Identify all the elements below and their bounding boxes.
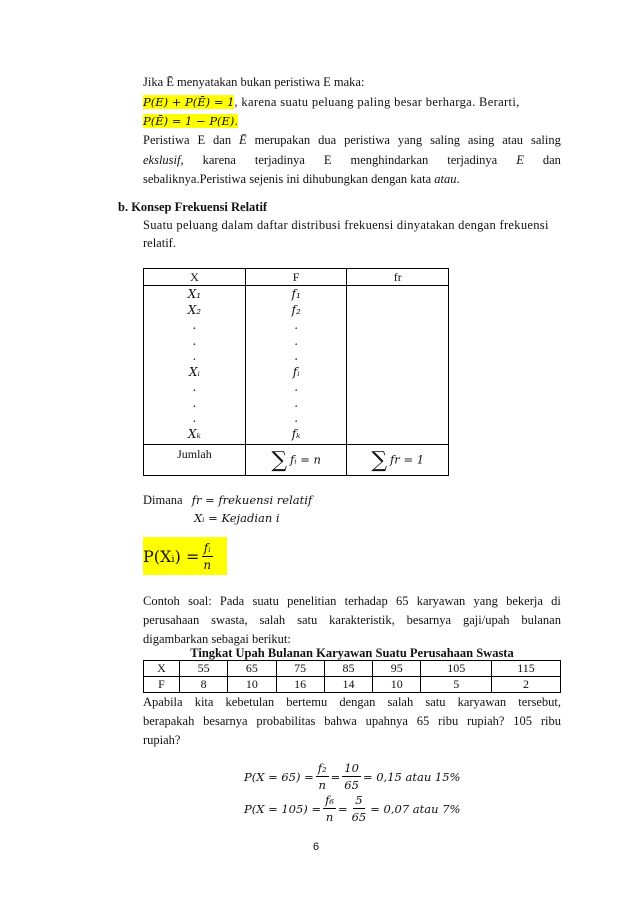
intro-line-4: [143, 131, 561, 149]
row-label: X: [144, 661, 180, 677]
word: yang: [473, 594, 498, 608]
example-line-2: [143, 611, 561, 629]
word: ribu: [438, 714, 459, 728]
table-cell: .: [192, 349, 197, 363]
table-cell: 2: [491, 677, 560, 693]
table-cell: fᵢ: [292, 364, 300, 379]
word: bekerja: [506, 594, 543, 608]
table-cell: 5: [421, 677, 492, 693]
example-line-1: [143, 592, 561, 610]
solution-fraction: [316, 760, 329, 793]
f-column: [245, 286, 347, 445]
table-cell: .: [192, 395, 197, 410]
frequency-table: [143, 268, 449, 476]
word: karyawan: [416, 594, 466, 608]
word: dengan: [339, 695, 376, 709]
table-cell: X₂: [187, 302, 202, 317]
section-para-line-1: Suatu peluang dalam daftar distribusi frekuensi dinyatakan dengan frekuensi: [143, 218, 549, 232]
main-formula-num: fᵢ: [203, 540, 211, 555]
word: 65: [416, 714, 430, 728]
word: satu: [297, 613, 318, 627]
word: terjadinya: [447, 153, 498, 167]
table-cell: f₁: [291, 287, 301, 301]
word: kebetulan: [225, 695, 275, 709]
x-column: [144, 286, 246, 445]
word: dua: [318, 133, 337, 147]
word: Contoh: [143, 594, 180, 608]
table-cell: 85: [324, 661, 372, 677]
definitions-line-1: [143, 491, 312, 509]
table-cell: Xₖ: [187, 426, 201, 441]
definition-xi: Xᵢ = Kejadian i: [194, 511, 280, 525]
question-line-1: [143, 693, 561, 711]
table-cell: 65: [228, 661, 276, 677]
word: penelitian: [287, 594, 337, 608]
question-line-2: [143, 712, 561, 730]
fraction-den: n: [325, 810, 334, 824]
word: yang: [397, 133, 423, 147]
word: berapakah: [143, 714, 195, 728]
table-cell: .: [192, 333, 197, 348]
intro-line-2: [143, 93, 561, 111]
word: karyawan: [457, 695, 507, 709]
table-cell: 8: [179, 677, 227, 693]
table-cell: X₁: [187, 287, 202, 301]
table-title: Tingkat Upah Bulanan Karyawan Suatu Perusahaan Swasta: [190, 646, 514, 660]
word: rupiah?: [467, 714, 505, 728]
solution-value-fraction: [342, 760, 361, 793]
word: dan: [542, 153, 561, 167]
header-f: F: [245, 269, 347, 286]
word: besarnya: [406, 613, 452, 627]
word: ribu: [540, 714, 561, 728]
word: peristiwa: [344, 133, 390, 147]
intro-line-3: [143, 112, 238, 130]
table-cell: f₂: [291, 302, 301, 317]
word: terjadinya: [254, 153, 305, 167]
solution-lhs: P(X = 65) =: [244, 769, 314, 784]
word: Peristiwa: [143, 133, 190, 147]
row-label: F: [144, 677, 180, 693]
definitions-prefix: Dimana: [143, 493, 183, 507]
solution-1: [244, 760, 460, 793]
page-number: 6: [313, 841, 320, 853]
word: di: [551, 594, 561, 608]
fraction-den: n: [318, 778, 326, 792]
table-cell: Xᵢ: [188, 364, 200, 379]
word: tersebut,: [518, 695, 561, 709]
solution-rhs: = 0,15 atau 15%: [362, 769, 461, 784]
table-cell: fₖ: [291, 426, 301, 441]
example-line-3: digambarkan sebagai berikut:: [143, 632, 291, 646]
table-cell: .: [294, 318, 299, 332]
table-cell: .: [192, 411, 197, 425]
table-cell: .: [294, 411, 299, 425]
intro-line-6-text: sebaliknya.Peristiwa sejenis ini dihubungkan dengan kata: [143, 172, 435, 186]
word: saling: [531, 133, 561, 147]
word: perusahaan: [143, 613, 200, 627]
header-fr: fr: [347, 269, 449, 286]
intro-line-2-text: , karena suatu peluang paling besar berharga. Berarti,: [234, 95, 520, 109]
word: satu: [425, 695, 446, 709]
word: suatu: [252, 594, 279, 608]
main-formula-lhs: P(Xᵢ) =: [143, 546, 200, 566]
intro-line-5: [143, 151, 561, 169]
word: soal:: [188, 594, 212, 608]
table-cell: .: [294, 349, 299, 363]
table-cell: .: [294, 380, 299, 394]
equals-sign: =: [337, 801, 348, 816]
fraction-den: 65: [351, 810, 367, 824]
word: 105: [513, 714, 533, 728]
table-cell: .: [294, 395, 299, 410]
table-cell: 16: [276, 677, 324, 693]
word: asing: [467, 133, 495, 147]
fraction-num: f₂: [317, 761, 327, 775]
complement-formula-2: P(Ē) = 1 − P(E).: [143, 114, 239, 128]
section-para-line-2: relatif.: [143, 236, 176, 250]
sigma-icon: ∑: [271, 447, 288, 473]
table-cell: 75: [276, 661, 324, 677]
footer-label: Jumlah: [144, 445, 246, 476]
fraction-num: 5: [355, 793, 363, 807]
word: saling: [430, 133, 460, 147]
intro-line-1: Jika Ē menyatakan bukan peristiwa E maka:: [143, 75, 365, 89]
question-line-3: rupiah?: [143, 733, 181, 747]
word: salah: [259, 613, 286, 627]
word: atau: [502, 133, 524, 147]
footer-sum-f-text: fᵢ = n: [290, 451, 321, 466]
word: upahnya: [365, 714, 408, 728]
word: 65: [395, 594, 409, 608]
intro-line-6: [143, 170, 460, 188]
word: Ē: [239, 133, 247, 147]
word: Apabila: [143, 695, 183, 709]
table-cell: 10: [373, 677, 421, 693]
word: E: [197, 133, 206, 147]
table-cell: .: [192, 318, 197, 332]
solution-fraction: [323, 792, 336, 825]
word: salah: [387, 695, 414, 709]
word: besarnya: [203, 714, 248, 728]
word: bertemu: [286, 695, 328, 709]
word: bulanan: [521, 613, 561, 627]
wage-table: [143, 660, 561, 693]
table-cell: .: [294, 333, 299, 348]
word: karena: [202, 153, 236, 167]
word: merupakan: [254, 133, 311, 147]
table-cell: 105: [421, 661, 492, 677]
word: Pada: [219, 594, 245, 608]
word: terhadap: [344, 594, 388, 608]
word: swasta,: [211, 613, 248, 627]
word: probabilitas: [256, 714, 316, 728]
word: menghindarkan: [350, 153, 429, 167]
definition-fr: fr = frekuensi relatif: [191, 493, 313, 507]
table-cell: .: [192, 380, 197, 394]
word: dan: [213, 133, 232, 147]
word: ekslusif,: [143, 153, 184, 167]
word: karakteristik,: [329, 613, 395, 627]
word: gaji/upah: [462, 613, 510, 627]
footer-sum-f: [245, 445, 347, 476]
footer-sum-fr-text: fr = 1: [390, 451, 425, 466]
main-formula-fraction: [201, 540, 213, 573]
header-x: X: [144, 269, 246, 286]
table-cell: 10: [228, 677, 276, 693]
word: bahwa: [324, 714, 357, 728]
word: E: [516, 153, 524, 167]
main-formula-den: n: [203, 557, 212, 572]
fraction-num: 10: [344, 761, 359, 775]
intro-line-6-atau: atau: [434, 172, 457, 186]
fraction-num: f₆: [325, 793, 334, 807]
fr-column: [347, 286, 449, 445]
solution-2: [244, 792, 460, 825]
word: kita: [194, 695, 214, 709]
sigma-icon: ∑: [371, 447, 388, 473]
footer-sum-fr: [347, 445, 449, 476]
solution-value-fraction: [350, 792, 369, 825]
solution-rhs: = 0,07 atau 7%: [370, 801, 461, 816]
section-heading: b. Konsep Frekuensi Relatif: [118, 200, 268, 214]
table-cell: 95: [373, 661, 421, 677]
table-cell: 115: [491, 661, 560, 677]
table-cell: 14: [324, 677, 372, 693]
solution-lhs: P(X = 105) =: [244, 801, 322, 816]
table-cell: 55: [179, 661, 227, 677]
main-formula: [143, 537, 227, 575]
equals-sign: =: [330, 769, 341, 784]
intro-line-6-end: .: [456, 172, 460, 186]
word: E: [323, 153, 332, 167]
fraction-den: 65: [344, 778, 359, 792]
complement-formula: P(E) + P(Ē) = 1: [143, 95, 235, 109]
